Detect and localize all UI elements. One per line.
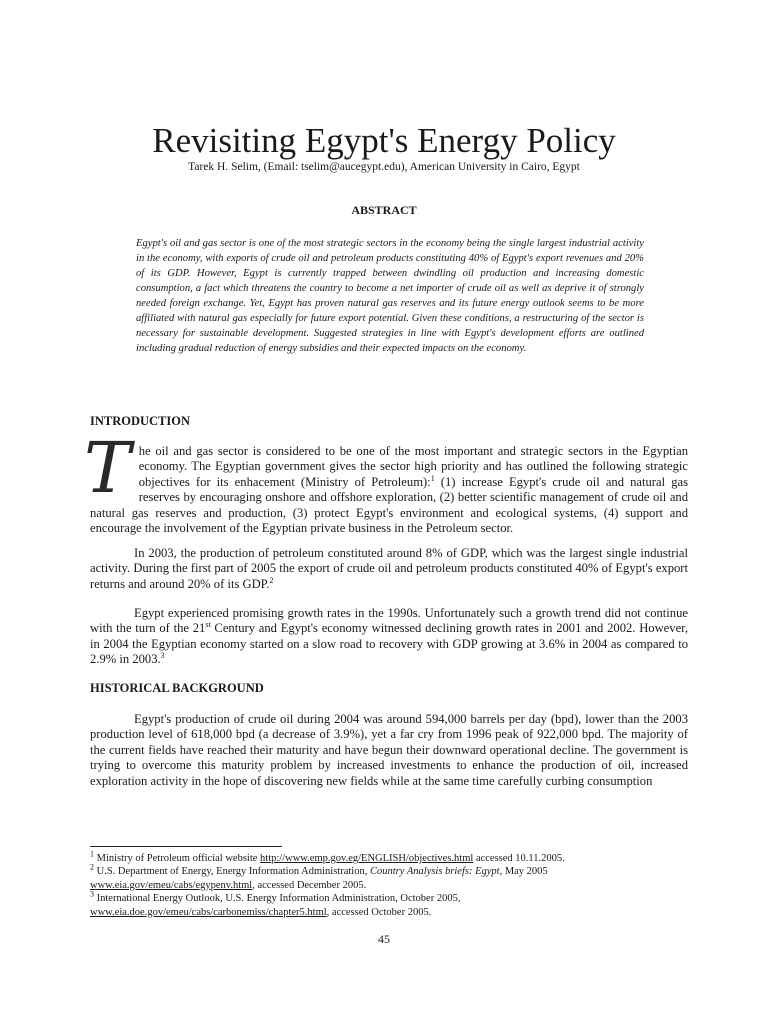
footnotes — [90, 849, 690, 919]
footnote-ref-1[interactable]: 1 — [430, 473, 435, 483]
footnote-text: , accessed December 2005. — [252, 879, 367, 891]
footnote-text: , accessed October 2005. — [326, 906, 432, 918]
footnote-divider — [90, 846, 282, 847]
footnote-mark: 3 — [90, 889, 94, 899]
author-line: Tarek H. Selim, (Email: tselim@aucegypt.edu), American University in Cairo, Egypt — [188, 161, 580, 173]
introduction-heading: INTRODUCTION — [90, 414, 191, 428]
intro-p3-text-b: Century and Egypt's economy witnessed declining growth rates in 2001 and 2002. However, in 2004 the Egyptian economy started on a slow road to recovery with GDP growing at 3.6% in 2004 as compared to 2.9% in 2003. — [90, 621, 688, 667]
footnote-text: U.S. Department of Energy, Energy Information Administration, — [94, 866, 370, 878]
introduction-paragraph-1 — [84, 427, 688, 536]
introduction-paragraph-3 — [90, 606, 688, 668]
footnote-1 — [90, 849, 690, 865]
footnote-link[interactable]: www.eia.doe.gov/emeu/cabs/carbonemiss/chapter5.html — [90, 906, 327, 918]
footnote-mark: 1 — [90, 849, 94, 859]
introduction-paragraph-2 — [90, 546, 688, 592]
footnote-ref-3[interactable]: 3 — [160, 651, 165, 661]
intro-p3-text-a: Egypt experienced promising growth rates in the 1990s. Unfortunately such a growth trend did not continue with the turn of the 21 — [90, 606, 688, 636]
footnote-link[interactable]: http://www.emp.gov.eg/ENGLISH/objectives.html — [260, 853, 474, 864]
paper-title: Revisiting Egypt's Energy Policy — [152, 121, 616, 160]
footnote-ref-2[interactable]: 2 — [269, 575, 274, 585]
ordinal-suffix: st — [205, 620, 211, 630]
footnote-text: accessed 10.11.2005. — [473, 853, 565, 864]
historical-background-paragraph-1: Egypt's production of crude oil during 2004 was around 594,000 barrels per day (bpd), lower than the 2003 production level of 618,000 bpd (a decrease of 3.9%), yet a far cry from 1996 peak of 922,000 bpd. The majority of the current fields have reached their maturity and have begun their downward operational decline. The government is trying to overcome this maturity problem by increased investments to enhance the production of oil, increased exploration activity in the hope of discovering new fields while at the same time carefully curbing consumption — [90, 712, 688, 788]
footnote-text: Ministry of Petroleum official website — [94, 853, 261, 864]
drop-cap: T — [84, 427, 131, 509]
historical-background-heading: HISTORICAL BACKGROUND — [90, 681, 264, 695]
abstract-heading: ABSTRACT — [351, 203, 417, 217]
intro-p1-text-a: he oil and gas sector is considered to be one of the most important and strategic sectors in the Egyptian economy. The Egyptian government gives the sector high priority and has outlined the following strategic objectives for its enhacement (Ministry of Petroleum): — [138, 444, 688, 489]
abstract-text: Egypt's oil and gas sector is one of the most strategic sectors in the economy being the single largest industrial activity in the economy, with exports of crude oil and petroleum products constituting 40% of Egypt's export revenues and 20% of its GDP. However, Egypt is currently trapped between dwindling oil production and increasing domestic consumption, a fact which threatens the country to become a net importer of crude oil as well as deprive it of strongly needed foreign exchange. Yet, Egypt has proven natural gas reserves and its future energy outlook seems to be more affiliated with natural gas especially for future export potential. Given these conditions, a restructuring of the sector is necessary for sustainable development. Suggested strategies in line with Egypt's development efforts are outlined including gradual reduction of energy subsidies and their expected impacts on the economy. — [136, 238, 644, 354]
intro-p2-text: In 2003, the production of petroleum constituted around 8% of GDP, which was the largest single industrial activity. During the first part of 2005 the export of crude oil and petroleum products constituted 40% of Egypt's export returns and around 20% of its GDP. — [90, 546, 688, 591]
footnote-3 — [90, 889, 690, 919]
footnote-text: , May 2005 — [499, 866, 548, 878]
intro-p1-text-b: (1) increase Egypt's crude oil and natural gas reserves by encouraging onshore and offshore exploration, (2) better scientific management of crude oil and natural gas reserves and production, (3) protect Egypt's environment and ecological systems, (4) support and encourage the involvement of the Egyptian private business in the Petroleum sector. — [90, 474, 688, 536]
footnote-text: International Energy Outlook, U.S. Energy Information Administration, October 2005, — [94, 893, 461, 905]
footnote-mark: 2 — [90, 862, 94, 872]
footnote-italic-title: Country Analysis briefs: Egypt — [369, 866, 500, 878]
footnote-2 — [90, 862, 690, 892]
page-number: 45 — [378, 932, 390, 946]
footnote-link[interactable]: www.eia.gov/emeu/cabs/egypenv.html — [90, 879, 253, 891]
